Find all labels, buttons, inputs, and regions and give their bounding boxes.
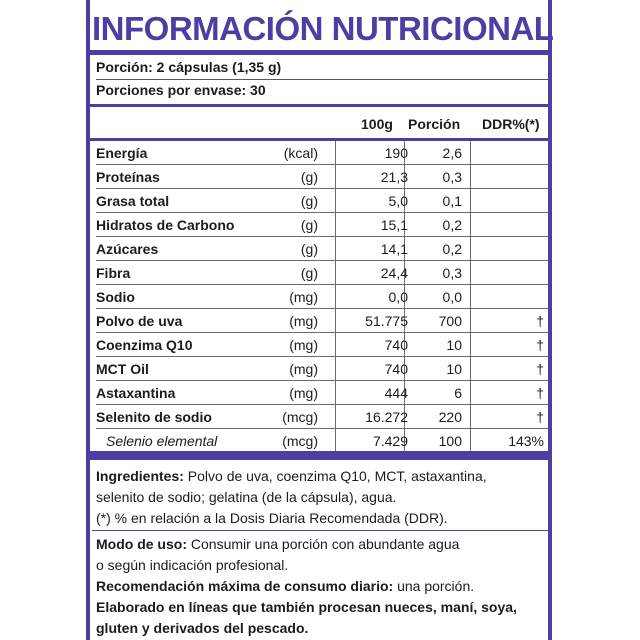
value-per-100g: 14,1 [380,241,408,257]
header-portion: Porción [408,116,461,132]
value-per-portion: 10 [446,337,462,353]
table-row [96,189,548,213]
nutrient-unit: (mg) [289,289,318,305]
value-per-100g: 5,0 [388,193,408,209]
nutrient-unit: (g) [300,193,318,209]
table-row [96,429,548,453]
ingredients-line-2: selenito de sodio; gelatina (de la cápsula), agua. [96,489,397,505]
table-row [96,381,548,405]
nutrient-name: Energía [96,145,148,161]
value-per-100g: 740 [384,337,408,353]
value-per-portion: 0,0 [442,289,462,305]
table-row [96,261,548,285]
max-dose: Recomendación máxima de consumo diario: una porción. [96,578,475,594]
nutrient-unit: (mg) [289,313,318,329]
servings-per-container: Porciones por envase: 30 [96,82,266,98]
value-per-portion: 0,3 [442,169,462,185]
table-row [96,285,548,309]
nutrient-name: Polvo de uva [96,313,183,329]
value-per-100g: 740 [384,361,408,377]
nutrient-unit: (g) [300,241,318,257]
serving-size: Porción: 2 cápsulas (1,35 g) [96,59,282,75]
allergen-line-2: gluten y derivados del pescado. [96,620,309,636]
header-per100: 100g [361,116,393,132]
nutrient-name: Grasa total [96,193,170,209]
table-bottom-rule [90,451,548,460]
value-per-100g: 7.429 [372,433,408,449]
nutrient-name: Selenio elemental [106,433,218,449]
table-row [96,213,548,237]
value-per-portion: 6 [454,385,462,401]
nutrient-unit: (mcg) [282,433,318,449]
value-per-portion: 700 [438,313,462,329]
nutrient-unit: (mg) [289,337,318,353]
usage-label: Modo de uso: [96,536,187,552]
value-per-100g: 24,4 [380,265,408,281]
value-per-portion: 220 [438,409,462,425]
nutrient-unit: (g) [300,169,318,185]
nutrient-unit: (mg) [289,361,318,377]
value-ddr: † [536,361,544,377]
label-title: INFORMACIÓN NUTRICIONAL [92,10,554,47]
nutrient-name: Proteínas [96,169,160,185]
table-row [96,405,548,429]
value-per-portion: 0,2 [442,241,462,257]
ddr-footnote: (*) % en relación a la Dosis Diaria Recomendada (DDR). [96,510,448,526]
value-ddr: † [536,337,544,353]
value-per-portion: 0,3 [442,265,462,281]
ingredients-label: Ingredientes: [96,468,184,484]
nutrient-name: Astaxantina [96,385,176,401]
ingredients-line-1: Ingredientes: Polvo de uva, coenzima Q10, MCT, astaxantina, [96,468,487,484]
value-per-portion: 2,6 [442,145,462,161]
nutrient-name: MCT Oil [96,361,149,377]
value-per-100g: 190 [384,145,408,161]
nutrient-unit: (g) [300,265,318,281]
nutrient-name: Sodio [96,289,135,305]
title-rule [90,50,548,55]
value-per-100g: 16.272 [365,409,408,425]
nutrient-name: Hidratos de Carbono [96,217,235,233]
value-per-100g: 51.775 [365,313,408,329]
value-per-100g: 15,1 [380,217,408,233]
value-per-100g: 21,3 [380,169,408,185]
table-row [96,357,548,381]
value-per-portion: 10 [446,361,462,377]
table-row [96,237,548,261]
nutrient-unit: (kcal) [283,145,318,161]
nutrient-name: Selenito de sodio [96,409,212,425]
nutrient-name: Azúcares [96,241,159,257]
usage-line-2: o según indicación profesional. [96,557,289,573]
value-ddr: † [536,313,544,329]
table-row [96,141,548,165]
nutrient-name: Fibra [96,265,131,281]
value-ddr: † [536,409,544,425]
usage-line-1: Modo de uso: Consumir una porción con abundante agua [96,536,460,552]
nutrient-unit: (mcg) [282,409,318,425]
allergen-line-1: Elaborado en líneas que también procesan nueces, maní, soya, [96,599,517,615]
value-per-portion: 0,1 [442,193,462,209]
max-dose-label: Recomendación máxima de consumo diario: [96,578,394,594]
value-per-100g: 0,0 [388,289,408,305]
divider [96,79,548,80]
header-ddr: DDR%(*) [482,116,540,132]
table-row [96,165,548,189]
header-rule [90,104,548,107]
table-row [96,309,548,333]
nutrient-unit: (mg) [289,385,318,401]
value-per-100g: 444 [384,385,408,401]
value-per-portion: 0,2 [442,217,462,233]
nutrient-unit: (g) [300,217,318,233]
value-per-portion: 100 [438,433,462,449]
value-ddr: 143% [508,433,544,449]
divider [92,530,548,531]
value-ddr: † [536,385,544,401]
nutrient-name: Coenzima Q10 [96,337,193,353]
table-row [96,333,548,357]
